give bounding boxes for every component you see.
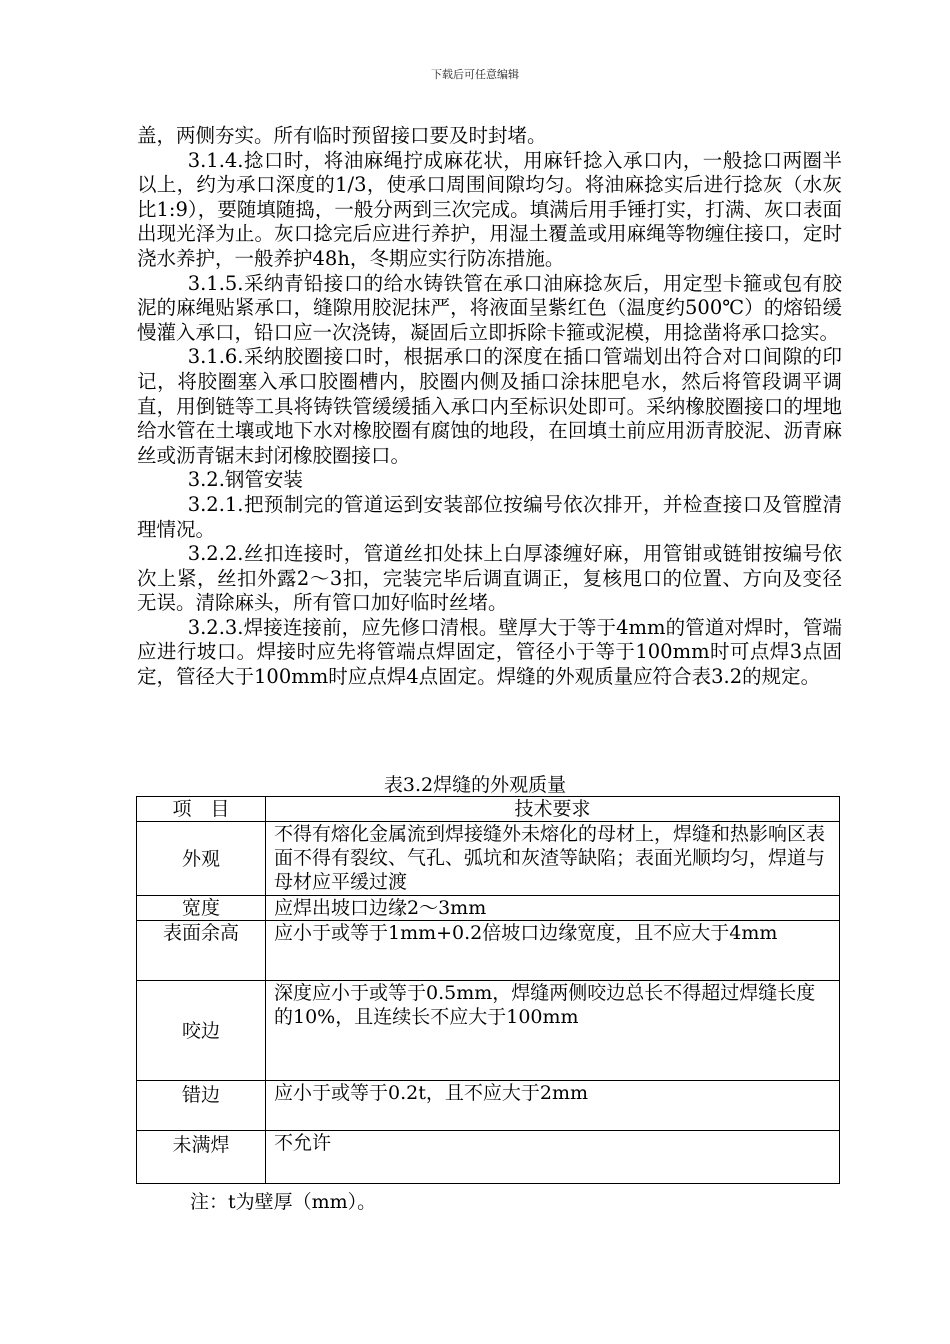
row-requirement: 深度应小于或等于0.5mm，焊缝两侧咬边总长不得超过焊缝长度的10%，且连续长不应大于100mm	[266, 981, 840, 1081]
paragraph-3-2-2: 3.2.2.丝扣连接时，管道丝扣处抹上白厚漆缠好麻，用管钳或链钳按编号依次上紧，丝扣外露2～3扣，完装完毕后调直调正，复核甩口的位置、方向及变径无误。清除麻头，所有管口加好临时丝堵。	[137, 542, 842, 615]
row-item: 宽度	[137, 896, 266, 921]
table-row	[137, 921, 840, 981]
table-header-row	[137, 797, 840, 822]
paragraph-continued: 盖，两侧夯实。所有临时预留接口要及时封堵。	[137, 124, 547, 147]
table-row	[137, 896, 840, 921]
row-requirement: 不得有熔化金属流到焊接缝外未熔化的母材上，焊缝和热影响区表面不得有裂纹、气孔、弧坑和灰渣等缺陷；表面光顺均匀，焊道与母材应平缓过渡	[266, 822, 840, 896]
table-row	[137, 1081, 840, 1131]
paragraph-3-2-1: 3.2.1.把预制完的管道运到安装部位按编号依次排开，并检查接口及管膛清理情况。	[137, 492, 842, 541]
row-item: 未满焊	[137, 1131, 266, 1184]
page-header: 下载后可任意编辑	[431, 68, 519, 81]
weld-quality-table	[136, 796, 840, 1184]
row-item: 错边	[137, 1081, 266, 1131]
section-heading-3-2: 3.2.钢管安装	[187, 468, 303, 492]
row-requirement: 不允许	[266, 1131, 840, 1184]
table-row	[137, 822, 840, 896]
body-text	[137, 124, 842, 690]
paragraph-3-2-3: 3.2.3.焊接连接前，应先修口清根。壁厚大于等于4mm的管道对焊时，管端应进行坡口。焊接时应先将管端点焊固定，管径小于等于100mm时可点焊3点固定，管径大于100mm时应点焊4点固定。焊缝的外观质量应符合表3.2的规定。	[137, 615, 842, 689]
table-caption: 表3.2焊缝的外观质量	[383, 774, 567, 796]
row-item: 咬边	[137, 981, 266, 1081]
table-row	[137, 981, 840, 1081]
row-item: 外观	[137, 822, 266, 896]
column-header-requirement: 技术要求	[266, 797, 840, 822]
row-requirement: 应焊出坡口边缘2～3mm	[266, 896, 840, 921]
paragraph-3-1-5: 3.1.5.采纳青铅接口的给水铸铁管在承口油麻捻灰后，用定型卡箍或包有胶泥的麻绳贴紧承口，缝隙用胶泥抹严，将液面呈紫红色（温度约500℃）的熔铅缓慢灌入承口，铅口应一次浇铸，凝固后立即拆除卡箍或泥模，用捻凿将承口捻实。	[137, 271, 842, 344]
row-requirement: 应小于或等于1mm+0.2倍坡口边缘宽度，且不应大于4mm	[266, 921, 840, 981]
table-row	[137, 1131, 840, 1184]
column-header-item: 项 目	[137, 797, 266, 822]
paragraph-3-1-6: 3.1.6.采纳胶圈接口时，根据承口的深度在插口管端划出符合对口间隙的印记，将胶圈塞入承口胶圈槽内，胶圈内侧及插口涂抹肥皂水，然后将管段调平调直，用倒链等工具将铸铁管缓缓插入承口内至标识处即可。采纳橡胶圈接口的埋地给水管在土壤或地下水对橡胶圈有腐蚀的地段，在回填土前应用沥青胶泥、沥青麻丝或沥青锯末封闭橡胶圈接口。	[137, 345, 842, 467]
table-note: 注：t为壁厚（mm）。	[190, 1191, 377, 1213]
row-item: 表面余高	[137, 921, 266, 981]
paragraph-3-1-4: 3.1.4.捻口时，将油麻绳拧成麻花状，用麻钎捻入承口内，一般捻口两圈半以上，约为承口深度的1/3，使承口周围间隙均匀。将油麻捻实后进行捻灰（水灰比1:9），要随填随捣，一般分两到三次完成。填满后用手锤打实，打满、灰口表面出现光泽为止。灰口捻完后应进行养护，用湿土覆盖或用麻绳等物缠住接口，定时浇水养护，一般养护48h，冬期应实行防冻措施。	[137, 148, 842, 270]
row-requirement: 应小于或等于0.2t，且不应大于2mm	[266, 1081, 840, 1131]
